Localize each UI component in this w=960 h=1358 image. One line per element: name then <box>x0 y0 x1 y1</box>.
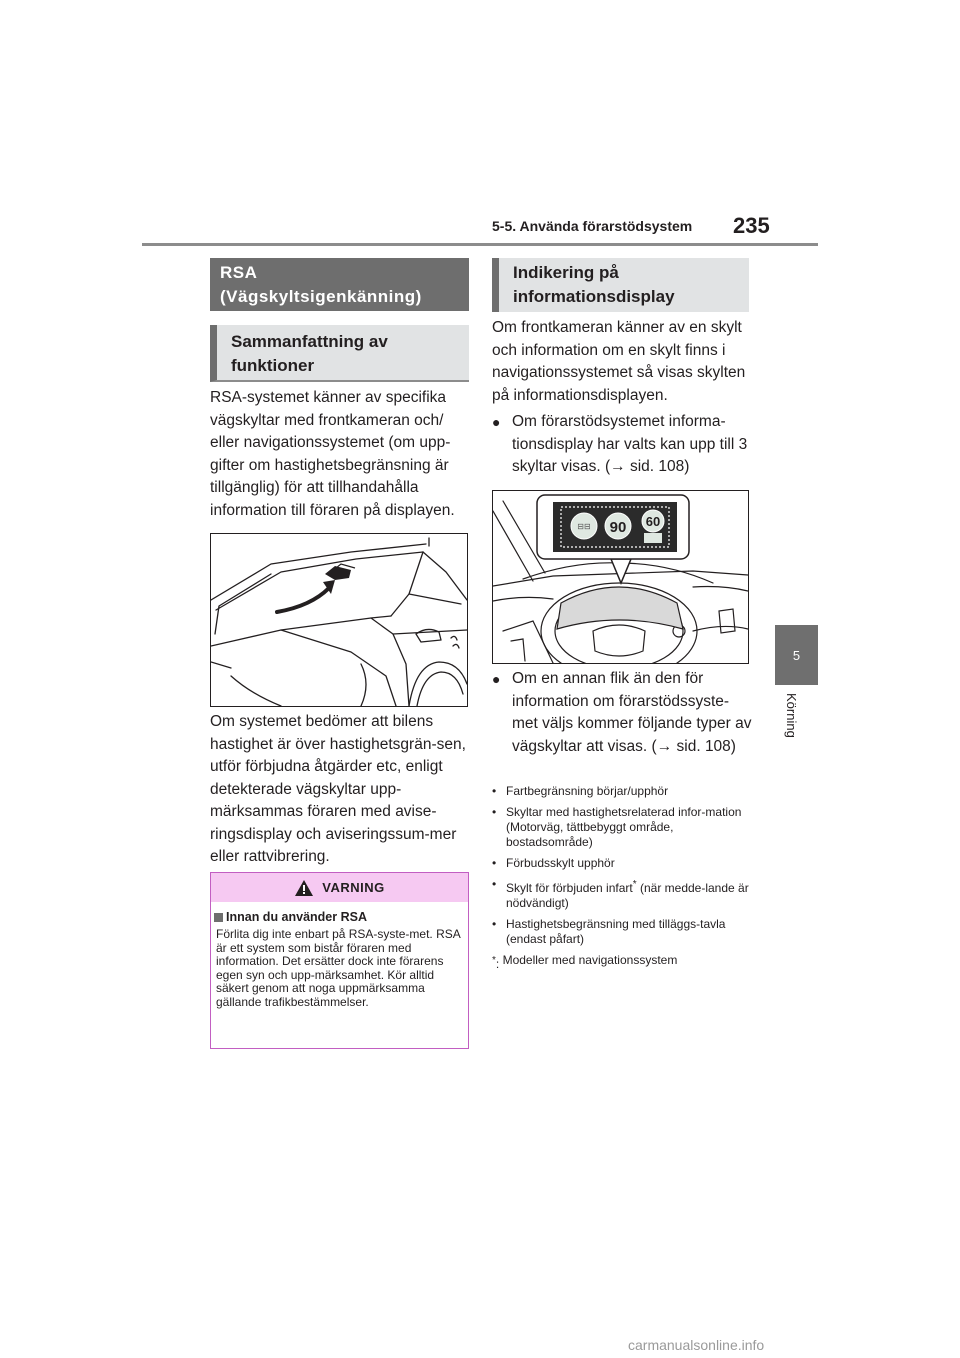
warning-box <box>210 872 469 1049</box>
list-item: • Förbudsskylt upphör <box>492 856 615 870</box>
page-number: 235 <box>733 213 770 238</box>
heading-summary: Sammanfattning av funktioner <box>210 325 469 382</box>
list-item: • Fartbegränsning börjar/upphör <box>492 784 669 798</box>
section-title: 5-5. Använda förarstödsystem <box>492 218 693 234</box>
heading-info-display: Indikering på informationsdisplay <box>492 258 749 312</box>
watermark: carmanualsonline.info <box>628 1337 765 1353</box>
bullet-item-1 <box>492 411 754 479</box>
warning-triangle-icon <box>294 879 314 897</box>
list-item: • Hastighetsbegränsning med tilläggs-tavla (endast påfart) <box>492 917 726 946</box>
speed-sign-60: 60 <box>645 514 661 529</box>
chapter-number: 5 <box>792 647 801 663</box>
heading-rsa: RSA (Vägskyltsigenkänning) <box>210 258 469 311</box>
chapter-label: Körning <box>784 693 799 738</box>
speed-sign-90: 90 <box>609 519 627 536</box>
bullet-dot-icon: ● <box>492 414 501 430</box>
warning-subtitle-row <box>214 910 468 924</box>
bullet-item-2 <box>492 668 754 758</box>
bullet-dot-icon: ● <box>492 671 501 687</box>
paragraph-rsa-description: RSA-systemet känner av specifika vägskyltar med frontkameran och/ eller navigationssystemet (om upp-gifter om hastighetsbegränsning är tillgänglig) för att tillhandahålla information till föraren på displayen. <box>210 389 455 519</box>
square-bullet-icon <box>214 913 223 922</box>
bullet-text-1: Om förarstödsystemet informa-tionsdisplay har valts kan upp till 3 skyltar visas. (→ sid. 108) <box>512 413 748 475</box>
dashboard-drawing <box>493 491 748 663</box>
list-item: • Skyltar med hastighetsrelaterad infor-mation (Motorväg, tättbebyggt område, bostadsområde) <box>492 805 742 849</box>
sign-type-list <box>492 784 754 978</box>
windshield-camera-illustration <box>210 533 468 707</box>
warning-subtitle: Innan du använder RSA <box>226 910 367 924</box>
header-rule <box>142 243 818 246</box>
bullet-text-2: Om en annan flik än den för information om förarstödssyste-met väljs kommer följande typer av vägskyltar att visas. (→ sid. 108) <box>512 670 752 755</box>
warning-text: Förlita dig inte enbart på RSA-syste-met. RSA är ett system som bistår föraren med information. Det ersätter dock inte förarens egen syn och upp-märksamhet. Kör alltid säkert genom att noga uppmärksamma gällande trafikbestämmelser. <box>216 927 461 1009</box>
warning-title: VARNING <box>322 880 385 895</box>
chapter-tab[interactable] <box>775 625 818 685</box>
dashboard-display-illustration <box>492 490 749 664</box>
svg-text:⊟⊟: ⊟⊟ <box>577 522 591 531</box>
footnote-marker: * <box>632 879 637 890</box>
list-item: • Skylt för förbjuden infart* (när medde-lande är nödvändigt) <box>492 877 749 910</box>
warning-header <box>211 873 468 902</box>
footnote: *: Modeller med navigationssystem <box>492 953 678 971</box>
car-windshield-drawing <box>211 534 467 706</box>
paragraph-info-display: Om frontkameran känner av en skylt och information om en skylt finns i navigationssystemet så visas skylten på informationsdisplayen. <box>492 319 746 404</box>
paragraph-speed-warning: Om systemet bedömer att bilens hastighet är över hastighetsgrän-sen, utför förbjudna åtgärder etc, enligt detekterade vägskyltar upp-märksammas föraren med avise-ringsdisplay och aviseringssum-mer eller rattvibrering. <box>210 713 466 865</box>
